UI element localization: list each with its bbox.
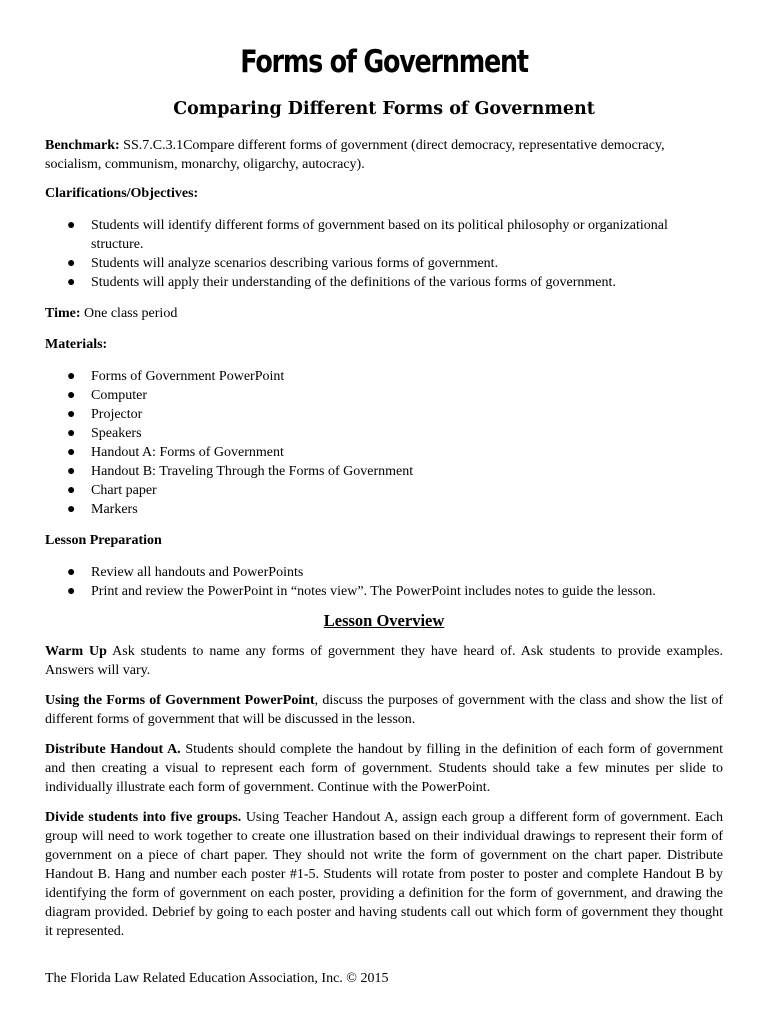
benchmark-label: Benchmark: bbox=[45, 138, 120, 153]
page-subtitle: Comparing Different Forms of Government bbox=[173, 99, 595, 119]
list-item bbox=[45, 500, 723, 519]
bullet-icon: ● bbox=[67, 464, 76, 479]
overview-heading: Lesson Overview bbox=[323, 611, 445, 630]
powerpoint-label: Using the Forms of Government PowerPoint bbox=[45, 693, 315, 708]
list-item bbox=[45, 216, 723, 254]
groups-paragraph bbox=[45, 808, 723, 941]
warm-up-paragraph bbox=[45, 642, 723, 680]
preparation-heading: Lesson Preparation bbox=[45, 533, 162, 548]
time-text: One class period bbox=[80, 306, 178, 321]
bullet-icon: ● bbox=[67, 584, 76, 599]
bullet-icon: ● bbox=[67, 445, 76, 460]
list-item bbox=[45, 462, 723, 481]
bullet-icon: ● bbox=[67, 565, 76, 580]
list-item bbox=[45, 424, 723, 443]
groups-text: Using Teacher Handout A, assign each group a different form of government. Each group will need to work together to create one illustration based on their individual drawings to represent their form of government on a piece of chart paper. They should not write the form of government on the chart paper. Distribute Handout B. Hang and number each poster #1-5. Students will rotate from poster to poster and complete Handout B by identifying the form of government on each poster, providing a definition for the form of government, and drawing the diagram provided. Debrief by going to each poster and having students call out which form of government they thought it represented. bbox=[45, 810, 723, 939]
bullet-icon: ● bbox=[67, 256, 76, 271]
bullet-icon: ● bbox=[67, 407, 76, 422]
list-item bbox=[45, 386, 723, 405]
list-item-text: Handout A: Forms of Government bbox=[91, 445, 284, 460]
list-item-text: Projector bbox=[91, 407, 143, 422]
groups-label: Divide students into five groups. bbox=[45, 810, 242, 825]
warm-up-text: Ask students to name any forms of government they have heard of. Ask students to provide examples. Answers will vary. bbox=[45, 644, 724, 678]
list-item bbox=[45, 582, 723, 601]
list-item-text: Students will analyze scenarios describing various forms of government. bbox=[91, 256, 499, 271]
list-item bbox=[45, 254, 723, 273]
list-item-text: Handout B: Traveling Through the Forms of Government bbox=[91, 464, 414, 479]
time-label: Time: bbox=[45, 306, 81, 321]
bullet-icon: ● bbox=[67, 218, 76, 233]
list-item-text: Computer bbox=[91, 388, 147, 403]
bullet-icon: ● bbox=[67, 502, 76, 517]
warm-up-label: Warm Up bbox=[45, 644, 107, 659]
preparation-list bbox=[45, 563, 723, 601]
list-item-text: Review all handouts and PowerPoints bbox=[91, 565, 304, 580]
list-item-text: Forms of Government PowerPoint bbox=[91, 369, 285, 384]
bullet-icon: ● bbox=[67, 426, 76, 441]
page-title: Forms of Government bbox=[240, 44, 528, 80]
document-body bbox=[45, 136, 723, 941]
powerpoint-text: , discuss the purposes of government with the class and show the list of different forms of government that will be discussed in the lesson. bbox=[45, 693, 724, 727]
list-item-text: Chart paper bbox=[91, 483, 157, 498]
handout-a-paragraph bbox=[45, 740, 723, 797]
page-footer: The Florida Law Related Education Association, Inc. © 2015 bbox=[45, 971, 389, 986]
bullet-icon: ● bbox=[67, 369, 76, 384]
handout-a-label: Distribute Handout A. bbox=[45, 742, 181, 757]
materials-heading: Materials: bbox=[45, 337, 108, 352]
list-item-text: Print and review the PowerPoint in “notes view”. The PowerPoint includes notes to guide the lesson. bbox=[91, 584, 656, 599]
clarifications-list bbox=[45, 216, 723, 292]
list-item bbox=[45, 443, 723, 462]
list-item bbox=[45, 273, 723, 292]
list-item bbox=[45, 405, 723, 424]
time-paragraph bbox=[45, 304, 723, 323]
bullet-icon: ● bbox=[67, 275, 76, 290]
clarifications-heading: Clarifications/Objectives: bbox=[45, 186, 199, 201]
list-item bbox=[45, 367, 723, 386]
powerpoint-paragraph bbox=[45, 691, 723, 729]
bullet-icon: ● bbox=[67, 388, 76, 403]
list-item-text: Speakers bbox=[91, 426, 142, 441]
benchmark-paragraph bbox=[45, 136, 723, 174]
benchmark-text: SS.7.C.3.1Compare different forms of government (direct democracy, representative democracy, socialism, communism, monarchy, oligarchy, autocracy). bbox=[45, 138, 665, 172]
list-item-text: Students will identify different forms of government based on its political philosophy or organizational structure. bbox=[91, 218, 668, 252]
materials-list bbox=[45, 367, 723, 519]
handout-a-text: Students should complete the handout by filling in the definition of each form of government and then creating a visual to represent each form of government. Students should take a few minutes per slide to individually illustrate each form of government. Continue with the PowerPoint. bbox=[45, 742, 723, 795]
list-item-text: Markers bbox=[91, 502, 138, 517]
list-item bbox=[45, 481, 723, 500]
list-item-text: Students will apply their understanding of the definitions of the various forms of government. bbox=[91, 275, 616, 290]
list-item bbox=[45, 563, 723, 582]
bullet-icon: ● bbox=[67, 483, 76, 498]
